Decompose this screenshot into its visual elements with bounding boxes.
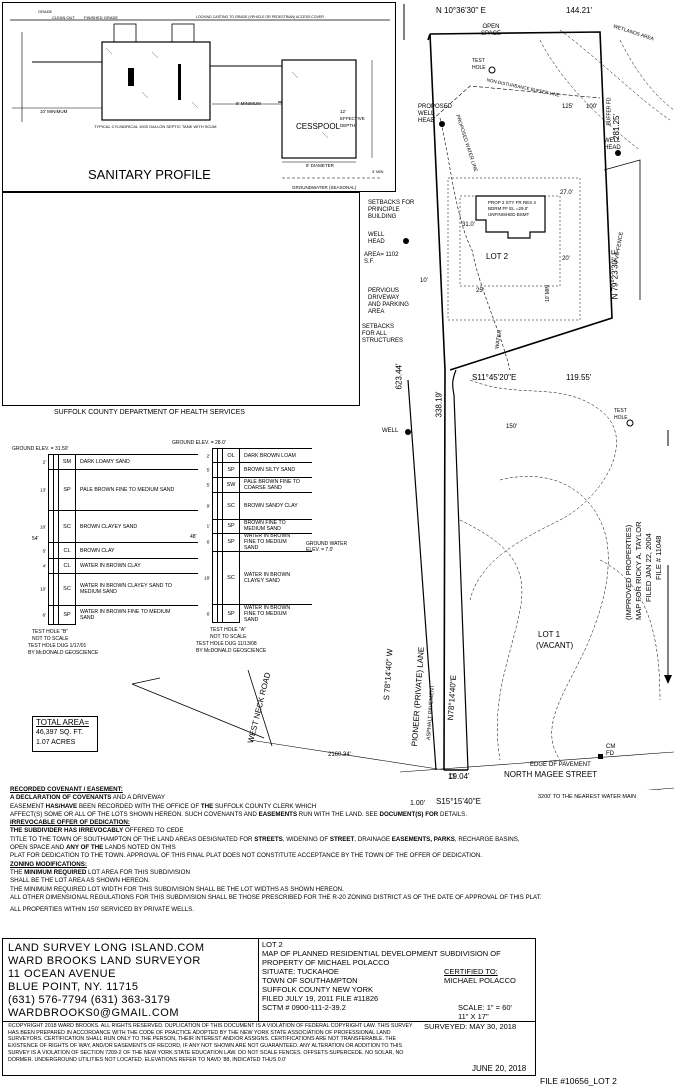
notes-block bbox=[10, 786, 610, 914]
certified-name: MICHAEL POLACCO bbox=[444, 976, 516, 985]
soil-layer-description: WATER IN BROWN CLAY bbox=[80, 563, 141, 570]
soil-layer-code: SP bbox=[222, 534, 240, 551]
soil-layer-code: CL bbox=[58, 559, 76, 573]
test-hole-b-caption3: TEST HOLE DUG 1/17/01 bbox=[28, 643, 87, 649]
total-area-sqft: 46,397 SQ. FT. bbox=[36, 729, 84, 736]
test-hole-b-caption4: BY McDONALD GEOSCIENCE bbox=[28, 650, 99, 656]
water-label: WATER bbox=[494, 329, 504, 350]
soil-layer-depth: 5' bbox=[206, 482, 210, 488]
soil-layer-code: SP bbox=[222, 463, 240, 477]
test-hole-a-ground: GROUND ELEV. = 28.0' bbox=[172, 440, 226, 446]
test-hole-a-caption: TEST HOLE "A" bbox=[210, 627, 246, 633]
test-hole-b-caption2: NOT TO SCALE bbox=[32, 636, 69, 642]
health-dept-title: SUFFOLK COUNTY DEPARTMENT OF HEALTH SERVICES bbox=[54, 409, 245, 416]
well-head-right: WELL HEAD bbox=[604, 138, 621, 151]
lane-dist: 338.19' bbox=[434, 391, 444, 418]
soil-layer-code: SC bbox=[58, 574, 76, 605]
note-heading-dedication: IRREVOCABLE OFFER OF DEDICATION: bbox=[10, 819, 130, 827]
front-bearing: S15°15'40"E bbox=[436, 797, 481, 806]
note-8b: MINIMUM REQUIRED bbox=[24, 868, 87, 876]
company-line4: BLUE POINT, NY. 11715 bbox=[8, 981, 139, 993]
soil-layer-depth: 2' bbox=[206, 453, 210, 459]
dist-10: 10' bbox=[420, 278, 428, 284]
soil-layer-code: SP bbox=[222, 605, 240, 622]
ten-min-label: 10' MINIMUM bbox=[40, 109, 68, 114]
setbacks-principle: SETBACKS FOR PRINCIPLE BUILDING bbox=[368, 200, 415, 220]
note-5g: , RECHARGE BASINS, bbox=[454, 835, 520, 843]
soil-layer-description: DARK BROWN LOAM bbox=[244, 452, 296, 459]
dist-270: 27.0' bbox=[560, 190, 573, 196]
note-heading-covenant: RECORDED COVENANT / EASEMENT: bbox=[10, 786, 123, 793]
soil-layer-code: SC bbox=[222, 493, 240, 519]
pervious-label: PERVIOUS DRIVEWAY AND PARKING AREA bbox=[368, 288, 409, 315]
note-heading-zoning: ZONING MODIFICATIONS: bbox=[10, 860, 87, 868]
note-3b: EASEMENTS bbox=[258, 810, 298, 818]
title-map-line2: PROPERTY OF MICHAEL POLACCO bbox=[262, 958, 390, 967]
note-3d: DOCUMENT(S) FOR bbox=[379, 810, 439, 818]
soil-layer-description: WATER IN BROWN FINE TO MEDIUM SAND bbox=[80, 608, 171, 621]
buffer-line-label: NON-DISTURBANCE BUFFER LINE bbox=[486, 77, 560, 98]
house-label: PROP 2 STY FR RES 4 BDRM FF EL =29.0' UNFINISHED BSMT bbox=[488, 200, 536, 217]
company-email[interactable]: WARDBROOKS0@GMAIL.COM bbox=[8, 1007, 179, 1019]
buffer-fd-label: BUFFER FD bbox=[606, 97, 613, 126]
pvc-fence-label: PVC FENCE bbox=[613, 231, 625, 264]
north-bearing: N 10°36'30" E bbox=[436, 6, 486, 15]
dist-125: 125' bbox=[562, 104, 574, 110]
title-map-line1: MAP OF PLANNED RESIDENTIAL DEVELOPMENT SUBDIVISION OF bbox=[262, 949, 501, 958]
soil-layer-description: WATER IN BROWN FINE TO MEDIUM SAND bbox=[244, 533, 291, 552]
title-map-line3: SITUATE: TUCKAHOE bbox=[262, 967, 339, 976]
soil-layer-code: SP bbox=[58, 470, 76, 510]
dist-100: 100' bbox=[586, 104, 598, 110]
title-map-line6: FILED JULY 19, 2011 FILE #11826 bbox=[262, 994, 379, 1003]
total-area-label: TOTAL AREA= bbox=[36, 718, 89, 727]
soil-layer-description: WATER IN BROWN FINE TO MEDIUM SAND bbox=[244, 604, 291, 623]
note-11: ALL OTHER DIMENSIONAL REGULATIONS FOR THIS SUBDIVISION SHALL BE THOSE PRESCRIBED FOR THE R-20 ZONING DISTRICT AS OF THE DATE OF APPROVAL OF THIS PLAT. bbox=[10, 893, 542, 901]
soil-layer-code: SC bbox=[222, 552, 240, 604]
mid-bearing: S11°45'20"E bbox=[472, 373, 517, 382]
soil-layer-depth: 18' bbox=[204, 575, 210, 581]
east-bearing: N 79°23'30" E bbox=[610, 249, 620, 300]
setbacks-all: SETBACKS FOR ALL STRUCTURES bbox=[362, 324, 404, 344]
note-6a: OPEN SPACE AND bbox=[10, 844, 66, 852]
soil-layer-depth: 6' bbox=[42, 612, 46, 618]
soil-layer-description: DARK LOAMY SAND bbox=[80, 458, 130, 465]
note-5a: TITLE TO THE TOWN OF SOUTHAMPTON OF THE LAND AREAS DESIGNATED FOR bbox=[10, 835, 255, 843]
title-lot: LOT 2 bbox=[262, 940, 283, 949]
lane-bearing-w: S 78°14'40" W bbox=[382, 648, 395, 701]
copyright-text: ©COPYRIGHT 2018 WARD BROOKS. ALL RIGHTS RESERVED. DUPLICATION OF THIS DOCUMENT IS A VIOLATION OF FEDERAL COPYRIGHT LAW. THIS SURVEY HAS BEEN PREPARED IN ACCORDANCE WITH THE CODE OF PRACTICE ADOPTED BY THE NEW YORK STATE ASSOCIATION OF PROFESSIONAL LAND SURVEYORS. CERTIFICATION SHALL RUN ONLY TO THE PERSON, THEIR INTEREST AND/OR ASSIGNS. CERTIFICATIONS ARE NOT TRANSFERABLE. THE EXISTENCE OF RIGHTS OF WAY, AND/OR EASEMENTS OF RECORD, IF ANY NOT SHOWN ARE NOT GUARANTEED. ANY ALTERATION OR ADDITION TO THIS SURVEY IS A VIOLATION OF SECTION 7209-2 OF THE NEW YORK STATE EDUCATION LAW. DO NOT SCALE FENCES. OFFSETS SUPERCEDE. NO SOLAR, NO DORMER. UNDERGROUND UTILITIES NOT LOCATED. ELEVATIONS REFER TO NAVD '88, INDICATED THUS 0.0' bbox=[8, 1023, 413, 1063]
edge-pavement: EDGE OF PAVEMENT bbox=[530, 762, 591, 768]
soil-layer-code: CL bbox=[58, 543, 76, 558]
soil-layer-description: WATER IN BROWN CLAYEY SAND TO MEDIUM SAND bbox=[80, 583, 172, 596]
well-label: WELL bbox=[382, 428, 399, 434]
prop-water-line: PROPOSED WATER LINE bbox=[454, 114, 479, 173]
improved-3: FILED JAN 22, 2004 bbox=[644, 533, 653, 602]
clean-out-label: CLEAN OUT bbox=[52, 15, 75, 20]
note-5e: , DRAINAGE bbox=[354, 835, 392, 843]
note-9: SHALL BE THE LOT AREA AS SHOWN HEREON. bbox=[10, 877, 150, 885]
d150-label: 150' bbox=[506, 424, 518, 430]
wetlands-label: WETLANDS AREA bbox=[612, 23, 655, 43]
test-hole-b-ground: GROUND ELEV. = 31.50' bbox=[12, 446, 69, 452]
note-2d: THE bbox=[200, 802, 214, 810]
test-hole-a-total: 48' bbox=[190, 534, 197, 540]
note-3a: AFFECT(S) SOME OR ALL OF THE LOTS SHOWN HEREON. SUCH COVENANTS AND bbox=[10, 810, 259, 818]
note-5c: , WIDENING OF bbox=[282, 835, 330, 843]
test-hole-b-total: 54' bbox=[32, 536, 39, 542]
note-6b: ANY OF THE bbox=[65, 844, 104, 852]
soil-layer-description: PALE BROWN FINE TO COARSE SAND bbox=[244, 478, 300, 491]
company-line5: (631) 576-7794 (631) 363-3179 bbox=[8, 994, 171, 1006]
lane-bearing-e: N78°14'40"E bbox=[446, 674, 459, 721]
eight-diam-label: 8' DIAMETER bbox=[306, 163, 334, 168]
dist-20: 20' bbox=[562, 256, 570, 262]
dist-310: 31.0' bbox=[462, 222, 475, 228]
title-map-line4: TOWN OF SOUTHAMPTON bbox=[262, 976, 358, 985]
soil-layer-depth: 6' bbox=[206, 611, 210, 617]
soil-layer-code: SP bbox=[222, 520, 240, 533]
title-map-line7: SCTM # 0900-111-2-39.2 bbox=[262, 1003, 346, 1012]
note-5d: STREET bbox=[329, 835, 355, 843]
dist-25: 25' bbox=[476, 288, 484, 294]
note-3c: RUN WITH THE LAND. SEE bbox=[297, 810, 380, 818]
locking-label: LOCKING CASTING TO GRADE (VEHICLE OR PEDESTRIAN) ACCESS COVER bbox=[196, 15, 324, 19]
soil-layer-code: SC bbox=[58, 511, 76, 542]
mid-dist: 119.55' bbox=[566, 373, 592, 382]
soil-layer-description: BROWN CLAYEY SAND bbox=[80, 523, 138, 530]
improved-2: MAP FOR RICKY A. TAYLOR bbox=[634, 521, 643, 620]
scale-label: SCALE: 1" = 60' bbox=[458, 1003, 512, 1012]
soil-layer-depth: 10' bbox=[40, 524, 46, 530]
soil-layer-depth: 4' bbox=[42, 563, 46, 569]
finished-grade-label: FINISHED GRADE bbox=[84, 15, 119, 20]
soil-layer-depth: 6' bbox=[206, 539, 210, 545]
paper-size: 11" X 17" bbox=[458, 1012, 489, 1021]
lot2-label: LOT 2 bbox=[486, 252, 509, 261]
eight-min-label: 8' MINIMUM bbox=[236, 101, 261, 106]
north-distance: 144.21' bbox=[566, 6, 592, 15]
soil-layer-depth: 2' bbox=[42, 459, 46, 465]
test-hole-a-caption3: TEST HOLE DUG 11/13/08 bbox=[196, 641, 257, 647]
note-6c: LANDS NOTED ON THIS bbox=[103, 844, 176, 852]
tank-caption: TYPICAL CYLINDRICAL 1000 GALLON SEPTIC TANK WITH SCUM bbox=[94, 124, 217, 129]
soil-layer-description: WATER IN BROWN CLAYEY SAND bbox=[244, 571, 291, 584]
note-4a: THE SUBDIVIDER HAS IRREVOCABLY bbox=[10, 827, 124, 835]
note-12: ALL PROPERTIES WITHIN 150' SERVICED BY PRIVATE WELLS. bbox=[10, 906, 194, 914]
lane-name: PIONEER (PRIVATE) LANE bbox=[410, 646, 426, 747]
note-2c: BEEN RECORDED WITH THE OFFICE OF bbox=[77, 802, 201, 810]
soil-layer-depth: 13' bbox=[40, 487, 46, 493]
west-neck-road: WEST NECK ROAD bbox=[246, 671, 273, 745]
note-7: PLAT FOR DEDICATION TO THE TOWN. APPROVAL OF THIS FINAL PLAT DOES NOT CONSTITUTE ACCEPTANCE BY THE TOWN OF THE OFFER OF DEDICATION. bbox=[10, 852, 483, 860]
test-hole-b-caption: TEST HOLE "B" bbox=[32, 629, 68, 635]
asphalt-label: ASPHALT PAVEMENT bbox=[426, 684, 436, 741]
certified-label: CERTIFIED TO: bbox=[444, 967, 498, 976]
water-main: 3200' TO THE NEAREST WATER MAIN bbox=[538, 794, 637, 800]
improved-4: FILE # 11048 bbox=[654, 535, 663, 580]
front-dist: 19.04' bbox=[448, 772, 470, 781]
note-3e: DETAILS. bbox=[438, 810, 468, 818]
soil-layer-depth: 9' bbox=[206, 503, 210, 509]
note-2b: HAS/HAVE bbox=[45, 802, 78, 810]
west-neck-dist: 2160.34' bbox=[328, 752, 351, 758]
test-hole-top: TEST HOLE bbox=[472, 58, 486, 71]
soil-layer-description: PALE BROWN FINE TO MEDIUM SAND bbox=[80, 487, 175, 494]
note-1a: A DECLARATION OF COVENANTS bbox=[10, 794, 112, 802]
depth-label: 12' EFFECTIVE DEPTH bbox=[340, 109, 365, 128]
soil-layer-description: BROWN FINE TO MEDIUM SAND bbox=[244, 520, 286, 533]
title-divider bbox=[258, 938, 259, 1022]
test-hole-a-caption2: NOT TO SCALE bbox=[210, 634, 247, 640]
test-hole-a-water: GROUND WATER ELEV. = 7.0' bbox=[306, 541, 348, 553]
title-date: JUNE 20, 2018 bbox=[472, 1064, 527, 1073]
grade-label: GRADE bbox=[38, 9, 53, 14]
note-2e: SUFFOLK COUNTY CLERK WHICH bbox=[213, 802, 317, 810]
soil-layer-code: SP bbox=[58, 606, 76, 624]
improved-1: (IMPROVED PROPERTIES) bbox=[624, 524, 633, 620]
west-dist: 623.44' bbox=[394, 363, 404, 390]
company-line2: WARD BROOKS LAND SURVEYOR bbox=[8, 955, 201, 967]
title-map-line5: SUFFOLK COUNTY NEW YORK bbox=[262, 985, 373, 994]
note-4b: OFFERED TO CEDE bbox=[123, 827, 184, 835]
cm-fd: CM FD bbox=[606, 744, 616, 757]
front-small: 1.00' bbox=[410, 800, 425, 807]
note-5f: EASEMENTS, PARKS bbox=[391, 835, 455, 843]
company-line3: 11 OCEAN AVENUE bbox=[8, 968, 116, 980]
area-label: AREA= 1102 S.F. bbox=[364, 252, 399, 265]
note-10: THE MINIMUM REQUIRED LOT WIDTH FOR THIS SUBDIVISION SHALL BE THE LOT WIDTHS AS SHOWN HEREON. bbox=[10, 885, 344, 893]
groundwater-label: GROUNDWATER (SEASONAL) bbox=[292, 185, 357, 190]
open-space-label: OPEN SPACE bbox=[481, 24, 501, 37]
east-dist: 281.25' bbox=[612, 114, 621, 140]
well-head-left: WELL HEAD bbox=[368, 232, 385, 245]
three-min-label: 3' MIN bbox=[372, 169, 384, 174]
soil-layer-code: OL bbox=[222, 449, 240, 462]
surveyed-date: SURVEYED: MAY 30, 2018 bbox=[424, 1022, 517, 1031]
north-magee: NORTH MAGEE STREET bbox=[504, 770, 598, 779]
note-8c: LOT AREA FOR THIS SUBDIVISION bbox=[86, 868, 190, 876]
lot1-sub: (VACANT) bbox=[536, 641, 574, 650]
test-hole-right: TEST HOLE bbox=[614, 408, 628, 421]
soil-layer-code: SM bbox=[58, 455, 76, 469]
note-8a: THE bbox=[10, 868, 25, 876]
soil-layer-description: BROWN SILTY SAND bbox=[244, 467, 296, 474]
note-5b: STREETS bbox=[254, 835, 283, 843]
soil-layer-description: BROWN CLAY bbox=[80, 547, 115, 554]
lot1-label: LOT 1 bbox=[538, 630, 561, 639]
soil-layer-depth: 1' bbox=[206, 523, 210, 529]
soil-layer-depth: 5' bbox=[42, 548, 46, 554]
file-number: FILE #10656_LOT 2 bbox=[540, 1076, 617, 1086]
soil-layer-code: SW bbox=[222, 478, 240, 492]
cesspool-label: CESSPOOL bbox=[296, 122, 341, 131]
soil-layer-depth: 5' bbox=[206, 467, 210, 473]
proposed-well-label: PROPOSED WELL HEAD bbox=[418, 104, 453, 124]
min-label: 10' MIN bbox=[545, 284, 552, 303]
note-1b: AND A DRIVEWAY bbox=[111, 794, 166, 802]
total-area-acres: 1.07 ACRES bbox=[36, 739, 76, 746]
soil-layer-depth: 10' bbox=[40, 586, 46, 592]
sanitary-title: SANITARY PROFILE bbox=[88, 167, 211, 182]
soil-layer-description: BROWN SANDY CLAY bbox=[244, 502, 298, 509]
company-line1: LAND SURVEY LONG ISLAND.COM bbox=[8, 942, 205, 954]
test-hole-a-caption4: BY McDONALD GEOSCIENCE bbox=[196, 648, 267, 654]
note-2a: EASEMENT bbox=[10, 802, 46, 810]
